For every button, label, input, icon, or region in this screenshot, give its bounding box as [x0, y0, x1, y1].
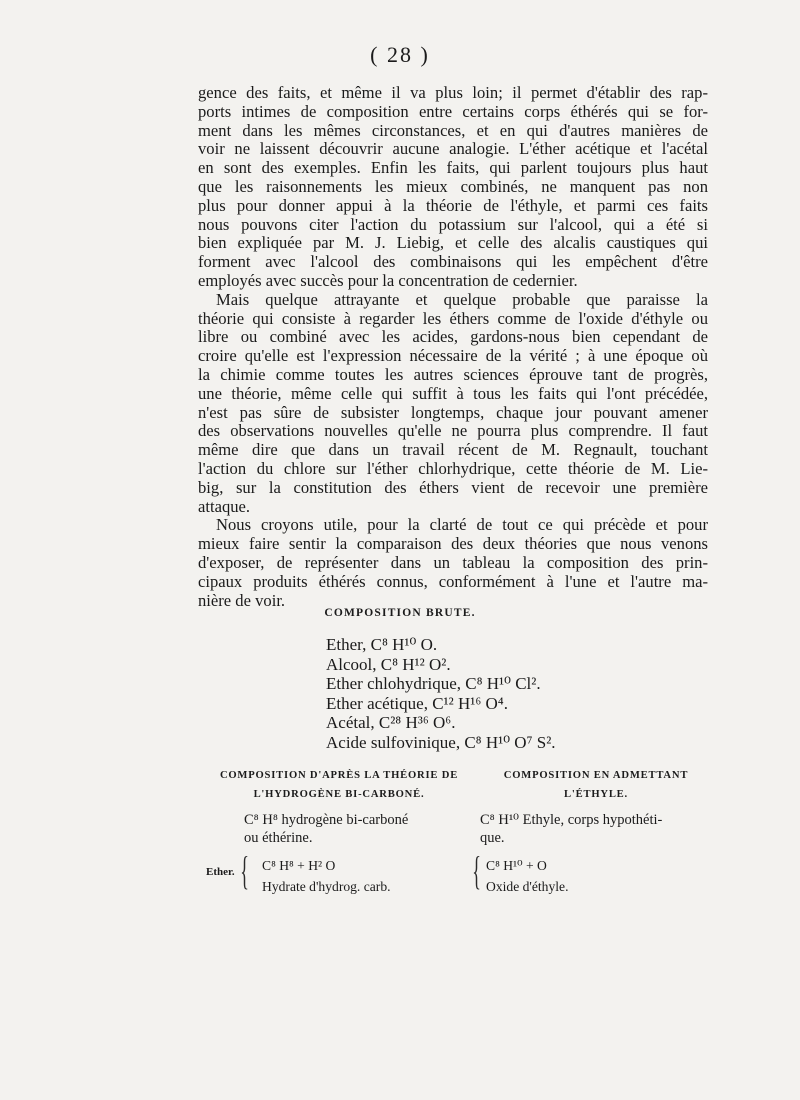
- left-ether-line: Hydrate d'hydrog. carb.: [262, 878, 391, 894]
- text-line: cipaux produits éthérés connus, conformément à l'une et l'autre ma-: [198, 571, 708, 591]
- text-line: nière de voir.: [198, 590, 286, 610]
- text-line: que les raisonnements les mieux combinés, ne manquent pas non: [198, 176, 708, 196]
- right-desc-line: que.: [480, 829, 505, 846]
- right-heading-line: COMPOSITION EN ADMETTANT: [503, 770, 689, 781]
- text-line: voir ne laissent découvrir aucune analogie. L'éther acétique et l'acétal: [198, 139, 708, 159]
- text-line: big, sur la constitution des éthers vient de recevoir une première: [198, 477, 708, 497]
- formula-acetal: Acétal, C²⁸ H³⁶ O⁶.: [326, 713, 456, 733]
- text-line: Nous croyons utile, pour la clarté de tout ce qui précède et pour: [216, 515, 708, 535]
- text-line: théorie qui consiste à regarder les éthers comme de l'oxide d'éthyle ou: [198, 308, 708, 328]
- left-heading-line: L'HYDROGÈNE BI-CARBONÉ.: [253, 789, 425, 800]
- formula-ether-acetique: Ether acétique, C¹² H¹⁶ O⁴.: [326, 693, 508, 713]
- text-line: attaque.: [198, 496, 251, 516]
- right-ether-formula: [486, 856, 568, 897]
- text-line: des observations nouvelles qu'elle ne pourra plus comprendre. Il faut: [198, 421, 708, 441]
- left-heading-line: COMPOSITION D'APRÈS LA THÉORIE DE: [219, 770, 459, 781]
- left-description: [244, 812, 474, 847]
- text-line: gence des faits, et même il va plus loin; il permet d'établir des rap-: [198, 83, 708, 102]
- text-line: plus pour donner appui à la théorie de l'éthyle, et parmi ces faits: [198, 195, 708, 215]
- text-line: une théorie, même celle qui suffit à tous les faits qui l'ont précédée,: [198, 383, 708, 403]
- formula-acide-sulfovinique: Acide sulfovinique, C⁸ H¹⁰ O⁷ S².: [326, 732, 556, 752]
- text-line: croire qu'elle est l'expression nécessaire de la vérité ; à une époque où: [198, 346, 708, 366]
- text-line: la chimie comme toutes les autres sciences éprouve tant de progrès,: [198, 364, 708, 384]
- text-line: ports intimes de composition entre certains corps éthérés qui se for-: [198, 101, 708, 121]
- left-ether-formula: [262, 856, 391, 897]
- left-brace: {: [240, 848, 249, 893]
- right-column-heading: [490, 766, 702, 804]
- formula-ether: Ether, C⁸ H¹⁰ O.: [326, 635, 438, 654]
- right-brace: {: [472, 848, 481, 893]
- right-desc-line: C⁸ H¹⁰ Ethyle, corps hypothéti-: [480, 812, 663, 828]
- text-line: l'action du chlore sur l'éther chlorhydrique, cette théorie de M. Lie-: [198, 458, 708, 478]
- formula-alcool: Alcool, C⁸ H¹² O².: [326, 654, 451, 674]
- text-line: forment avec l'alcool des combinaisons qui les empêchent d'être: [198, 252, 708, 272]
- left-ether-line: C⁸ H⁸ + H² O: [262, 858, 336, 873]
- right-heading-line: L'ÉTHYLE.: [563, 789, 628, 800]
- body-text: [198, 84, 708, 610]
- formula-list: [326, 635, 556, 753]
- text-line: libre ou combiné avec les acides, gardons-nous bien cependant de: [198, 327, 708, 347]
- text-line: même dire que dans un travail récent de M. Regnault, touchant: [198, 440, 708, 460]
- left-desc-line: C⁸ H⁸ hydrogène bi-carboné: [244, 812, 409, 828]
- text-line: n'est pas sûre de subsister longtemps, chaque jour pouvant amener: [198, 402, 708, 422]
- text-line: ment dans les mêmes circonstances, et en qui d'autres manières de: [198, 120, 708, 140]
- right-ether-line: C⁸ H¹⁰ + O: [486, 858, 547, 873]
- text-line: Mais quelque attrayante et quelque probable que paraisse la: [216, 289, 708, 309]
- ether-row-label: Ether.: [206, 866, 235, 878]
- text-line: d'exposer, de représenter dans un tableau la composition des prin-: [198, 552, 708, 572]
- right-description: [480, 812, 715, 847]
- text-line: mieux faire sentir la comparaison des deux théories que nous venons: [198, 534, 708, 554]
- page-number: ( 28 ): [370, 42, 430, 67]
- formula-ether-chlorhydrique: Ether chlohydrique, C⁸ H¹⁰ Cl².: [326, 674, 541, 694]
- left-column-heading: [208, 766, 470, 804]
- text-line: bien expliquée par M. J. Liebig, et celle des alcalis caustiques qui: [198, 233, 708, 253]
- left-desc-line: ou éthérine.: [244, 829, 313, 846]
- text-line: nous pouvons citer l'action du potassium sur l'alcool, qui a été si: [198, 214, 708, 234]
- composition-brute-title: COMPOSITION BRUTE.: [324, 607, 476, 619]
- text-line: en sont des exemples. Enfin les faits, qui parlent toujours plus haut: [198, 158, 708, 178]
- right-ether-line: Oxide d'éthyle.: [486, 878, 569, 894]
- text-line: employés avec succès pour la concentration de cedernier.: [198, 270, 578, 290]
